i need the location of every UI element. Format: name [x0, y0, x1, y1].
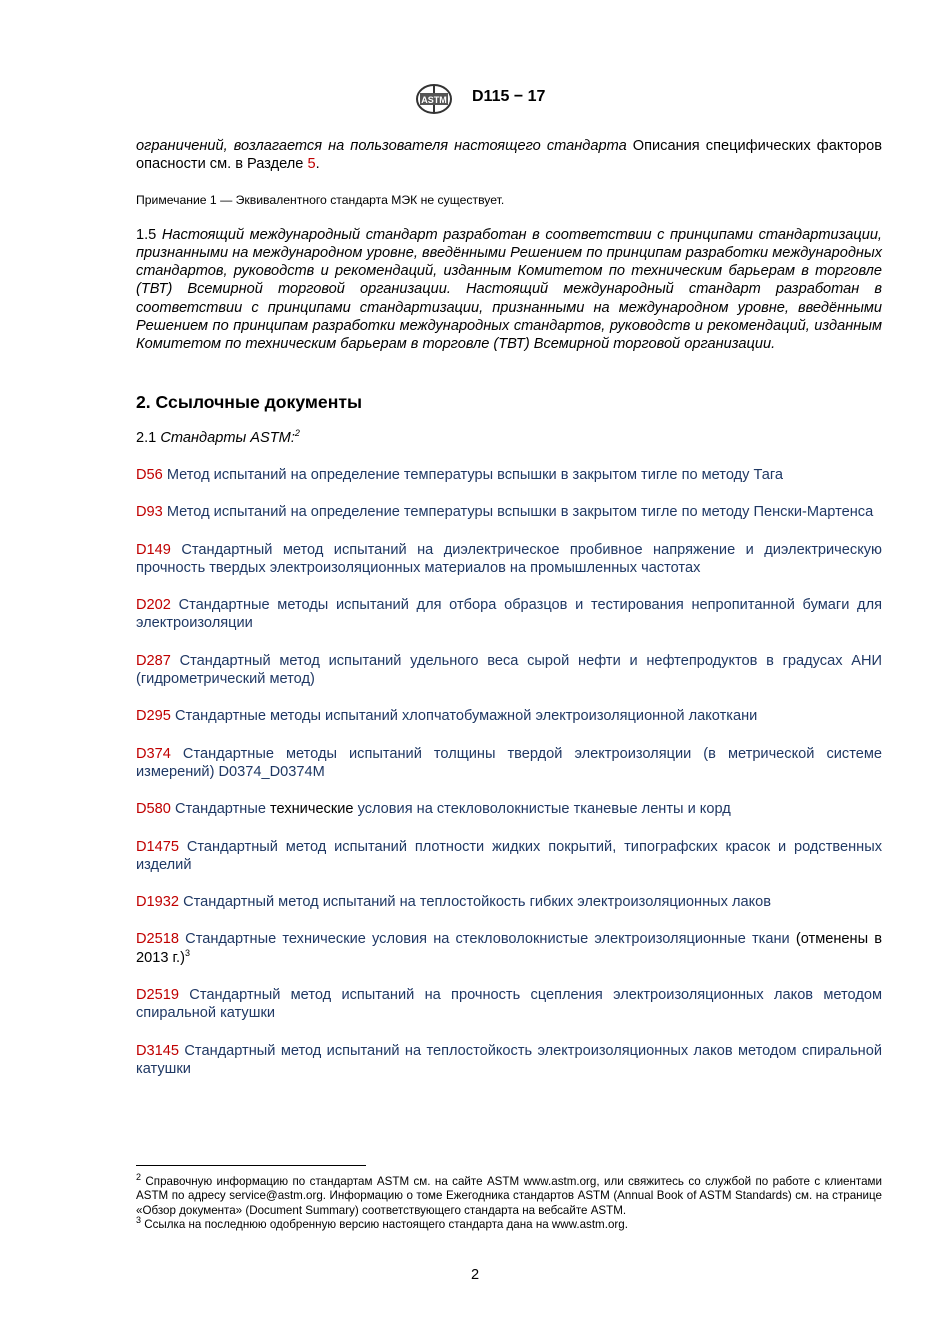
section-5-link[interactable]: 5: [307, 156, 316, 173]
paragraph-number: 1.5: [136, 226, 157, 243]
reference-title: Стандартные методы испытаний толщины твердой электроизоляции (в метрической системе измерений) D0374_D0374M: [136, 745, 882, 780]
reference-title-part: условия на стекловолокнистые тканевые ленты и корд: [353, 801, 731, 818]
reference-d93: [136, 503, 882, 521]
reference-code-link[interactable]: D1932: [136, 894, 180, 911]
intro-text: Описания специфических факторов опасности см. в Разделе: [136, 138, 882, 173]
paragraph-1-5: [136, 226, 882, 354]
reference-code-link[interactable]: D2519: [136, 987, 180, 1004]
reference-title-part: технические: [270, 801, 354, 818]
footnote-text: Ссылка на последнюю одобренную версию настоящего стандарта дана на www.astm.org.: [141, 1218, 628, 1232]
reference-d295: [136, 707, 882, 725]
reference-code-link[interactable]: D374: [136, 745, 171, 762]
footnote-2: [136, 1172, 882, 1218]
reference-title: Стандартный метод испытаний на прочность сцепления электроизоляционных лаков методом спиральной катушки: [136, 987, 882, 1022]
reference-d3145: [136, 1042, 882, 1079]
section-2-heading: 2. Ссылочные документы: [136, 391, 362, 412]
paragraph-1-5-text: Настоящий международный стандарт разработан в соответствии с принципами стандартизации, признанными на международном уровне, введёнными Решением по принципам разработки международных стандартов, руководств и рекомендаций, изданным Комитетом по техническим барьерам в торговле (ТВТ) Всемирной торговой организации. Настоящий международный стандарт разработан в соответствии с принципами стандартизации, признанными на международном уровне, введёнными Решением по принципам разработки международных стандартов, руководств и рекомендаций, изданным Комитетом по техническим барьерам в торговле (ТВТ) Всемирной торговой организации.: [136, 226, 882, 353]
reference-d2518: [136, 930, 882, 967]
footnote-ref-3[interactable]: 3: [184, 947, 190, 958]
intro-paragraph: [136, 137, 882, 174]
reference-d1475: [136, 838, 882, 875]
reference-code-link[interactable]: D149: [136, 541, 171, 558]
reference-code-link[interactable]: D1475: [136, 838, 180, 855]
reference-title: Стандартный метод испытаний на теплостойкость гибких электроизоляционных лаков: [179, 894, 772, 911]
reference-code-link[interactable]: D93: [136, 504, 163, 521]
reference-title-part: Стандартные: [170, 801, 271, 818]
footnote-divider: [136, 1165, 366, 1166]
reference-d202: [136, 596, 882, 633]
document-body: [136, 137, 882, 1078]
reference-title: Стандартные методы испытаний хлопчатобумажной электроизоляционной лакоткани: [170, 708, 758, 725]
svg-text:ASTM: ASTM: [421, 95, 447, 105]
page-number: 2: [470, 1267, 480, 1283]
footnotes: [136, 1172, 882, 1233]
page-header: [0, 84, 950, 114]
reference-code-link[interactable]: D202: [136, 597, 171, 614]
intro-italic: ограничений, возлагается на пользователя настоящего стандарта: [136, 138, 627, 154]
reference-code-link[interactable]: D295: [136, 708, 171, 725]
reference-title: Метод испытаний на определение температуры вспышки в закрытом тигле по методу Тага: [162, 466, 783, 483]
reference-title: Стандартный метод испытаний на теплостойкость электроизоляционных лаков методом спиральной катушки: [136, 1042, 882, 1077]
reference-d1932: [136, 893, 882, 911]
reference-d580: [136, 800, 882, 818]
reference-title: Метод испытаний на определение температуры вспышки в закрытом тигле по методу Пенски-Мартенса: [162, 504, 874, 521]
reference-title: Стандартный метод испытаний удельного веса сырой нефти и нефтепродуктов в градусах АНИ (гидрометрический метод): [136, 652, 882, 688]
reference-d149: [136, 541, 882, 578]
withdrawn-note: (отменены в 2013 г.): [136, 931, 882, 966]
reference-code-link[interactable]: D2518: [136, 931, 180, 948]
reference-code-link[interactable]: D287: [136, 652, 171, 669]
reference-title: Стандартные методы испытаний для отбора образцов и тестирования непропитанной бумаги для электроизоляции: [136, 597, 882, 632]
subsection-2-1: [136, 429, 882, 447]
footnote-ref-2[interactable]: 2: [294, 427, 300, 438]
reference-code-link[interactable]: D56: [136, 466, 163, 483]
footnote-3: [136, 1215, 882, 1232]
intro-end: .: [315, 156, 320, 173]
reference-code-link[interactable]: D580: [136, 801, 171, 818]
note-1: Примечание 1 — Эквивалентного стандарта МЭК не существует.: [136, 192, 505, 207]
subsection-title: Стандарты ASTM:: [160, 429, 295, 446]
reference-title: Стандартные технические условия на стекловолокнистые электроизоляционные ткани: [179, 931, 790, 948]
reference-d2519: [136, 986, 882, 1023]
footnote-text: Справочную информацию по стандартам ASTM см. на сайте ASTM www.astm.org, или свяжитесь со службой по работе с клиентами ASTM по адресу service@astm.org. Информацию о томе Ежегодника стандартов ASTM (Annual Book of ASTM Standards) см. на странице «Обзор документа» (Document Summary) соответствующего стандарта на вебсайте ASTM.: [136, 1175, 882, 1217]
reference-d374: [136, 745, 882, 782]
reference-title: Стандартный метод испытаний на диэлектрическое пробивное напряжение и диэлектрическую прочность твердых электроизоляционных материалов на промышленных частотах: [136, 541, 882, 576]
standard-designation: D115 − 17: [472, 88, 546, 105]
footnote-mark: 3: [136, 1215, 142, 1226]
reference-d56: [136, 466, 882, 484]
footnote-mark: 2: [136, 1172, 142, 1183]
reference-title: Стандартный метод испытаний плотности жидких покрытий, типографских красок и родственных изделий: [136, 838, 882, 873]
subsection-number: 2.1: [136, 429, 157, 446]
reference-d287: [136, 652, 882, 689]
astm-logo-icon: [414, 84, 454, 114]
reference-code-link[interactable]: D3145: [136, 1042, 180, 1059]
